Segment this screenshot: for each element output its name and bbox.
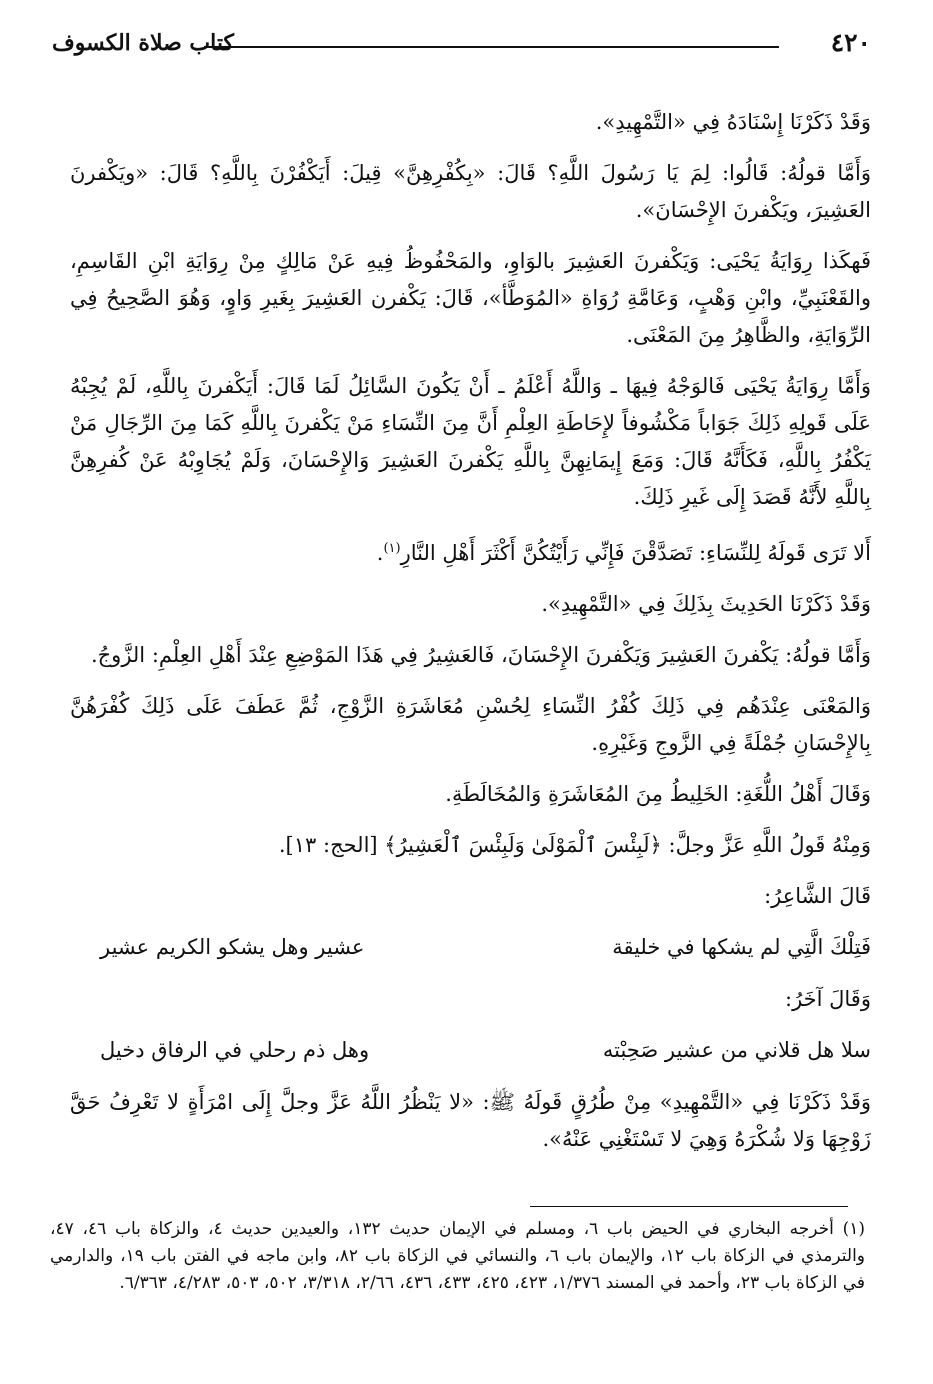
running-header [52, 28, 871, 64]
paragraph: وَأَمَّا رِوَايَةُ يَحْيَى فَالوَجْهُ فِيهَا ـ وَاللَّهُ أَعْلَمُ ـ أَنْ يَكُونَ السَّائِلُ لَمَا قَالَ: أَيَكْفرنَ بِاللَّهِ، لَمْ يُجِبْهُ عَلَى قَولِهِ ذَلِكَ جَوَاباً مَكْشُوفاً لإِحَاطَةِ العِلْمِ أَنَّ مِنَ النِّسَاءِ مَنْ يَكْفرنَ بِاللَّهِ كَمَا مِنَ الرِّجَالِ مَنْ يَكْفُرُ بِاللَّهِ، فَكَأَنَّهُ قَالَ: وَمَعَ إِيمَانِهِنَّ بِاللَّهِ يَكْفرنَ العَشِيرَ وَالإِحْسَانَ، وَلَمْ يُجَاوِبْهُ عَنْ كُفرِهِنَّ بِاللَّهِ لأَنَّهُ قَصَدَ إِلَى غَيرِ ذَلِكَ. [70, 374, 871, 509]
paragraph: وَأَمَّا قولُهُ: قَالُوا: لِمَ يَا رَسُولَ اللَّهِ؟ قَالَ: «بِكُفْرِهِنَّ» قِيلَ: أَيَكْفُرْنَ بِاللَّهِ؟ قَالَ: «ويَكْفرنَ العَشِيرَ، ويَكْفرنَ الإِحْسَانَ». [70, 161, 871, 222]
hadith-paragraph: أَلا تَرَى قَولَهُ لِلنِّسَاءِ: تَصَدَّقْنَ فَإِنِّي رَأَيْتُكُنَّ أَكْثَرَ أَهْلِ النَّارِ$^{(١)}$. [376, 541, 871, 565]
header-rule [204, 46, 779, 48]
paragraph: وَقَدْ ذَكَرْنَا إِسْنَادَهُ فِي «التَّمْهِيدِ». [595, 110, 871, 134]
paragraph: وَأَمَّا قولُهُ: يَكْفرنَ العَشِيرَ وَيَكْفرنَ الإِحْسَانَ، فَالعَشِيرُ فِي هَذَا المَوْضِعِ عِنْدَ أَهْلِ العِلْمِ: الزَّوجُ. [90, 643, 871, 667]
paragraph: وَقَالَ أَهْلُ اللُّغَةِ: الخَلِيطُ مِنَ المُعَاشَرَةِ وَالمُخَالَطَةِ. [445, 782, 871, 806]
first-hemistich: فَتِلْكَ الَّتِي لم يشكها في خليقة [612, 935, 871, 959]
paragraph: فَهكَذا رِوَايَةُ يَحْيَى: وَيَكْفرنَ العَشِيرَ بالوَاوِ، والمَحْفُوظُ فِيهِ عَنْ مَالِكٍ مِنْ رِوَايَةِ ابْنِ القَاسِمِ، والقَعْنَبِيِّ، وابْنِ وَهْبٍ، وَعَامَّةِ رُوَاةِ «المُوَطَّأ»، قَالَ: يَكْفرن العَشِيرَ بِغَيرِ وَاوٍ، وَهُوَ الصَّحِيحُ فِي الرِّوَايَةِ، والظَّاهِرُ مِنَ المَعْنَى. [70, 249, 871, 347]
hadith-text: أَلا تَرَى قَولَهُ لِلنِّسَاءِ: تَصَدَّقْنَ فَإِنِّي رَأَيْتُكُنَّ أَكْثَرَ أَهْلِ النَّارِ [400, 541, 871, 565]
first-hemistich: سلا هل قلاني من عشير صَحِبْته [602, 1038, 871, 1062]
quran-quote: وَمِنْهُ قَولُ اللَّهِ عَزَّ وجلَّ: ﴿لَبِئْسَ ٱلْمَوْلَىٰ وَلَبِئْسَ ٱلْعَشِيرُ﴾ [الحج: ١٣]. [278, 833, 871, 857]
second-hemistich: وهل ذم رحلي في الرفاق دخيل [100, 1038, 370, 1062]
poet-intro: وَقَالَ آخَرُ: [785, 987, 871, 1011]
footnote: (١) أخرجه البخاري في الحيض باب ٦، ومسلم في الإيمان حديث ١٣٢، والعيدين حديث ٤، والزكاة باب ٤٦، ٤٧، والترمذي في الزكاة باب ١٢، والإيمان باب ٦، والنسائي في الزكاة باب ٨٢، وابن ماجه في الفتن باب ١٩، والدارمي في الزكاة باب ٢٣، وأحمد في المسند ١/٣٧٦، ٤٢٣، ٤٢٥، ٤٣٣، ٤٣٦، ٢/٦٦، ٣/٣١٨، ٥٠٢، ٥٠٣، ٤/٢٨٣، ٦/٣٦٣. [50, 1219, 865, 1293]
page-number: ٤٢٠ [830, 28, 871, 57]
main-text [70, 104, 871, 1172]
chapter-title: كتاب صلاة الكسوف [52, 30, 234, 56]
footnote-marker: (١) [383, 541, 401, 556]
footnote-separator [530, 1206, 848, 1207]
poem-verse [70, 1032, 871, 1072]
second-hemistich: عشير وهل يشكو الكريم عشير [100, 935, 365, 959]
paragraph: وَقَدْ ذَكَرْنَا الحَدِيثَ بِذَلِكَ فِي «التَّمْهِيدِ». [541, 592, 871, 616]
poet-intro: قَالَ الشَّاعِرُ: [764, 884, 871, 908]
paragraph: وَالمَعْنَى عِنْدَهُم فِي ذَلِكَ كُفْرُ النِّسَاءِ لِحُسْنِ مُعَاشَرَةِ الزَّوْجِ، ثُمَّ عَطَفَ عَلَى ذَلِكَ كُفْرَهُنَّ بِالإِحْسَانِ جُمْلَةً فِي الزَّوجِ وَغَيْرِهِ. [70, 694, 871, 755]
paragraph: وَقَدْ ذَكَرْنَا فِي «التَّمْهِيدِ» مِنْ طُرُقٍ قَولَهُ ﷺ: «لا يَنْظُرُ اللَّهُ عَزَّ وجلَّ إِلَى امْرَأَةٍ لا تَعْرِفُ حَقَّ زَوْجِهَا وَلا شُكْرَهُ وَهِيَ لا تَسْتَغْنِي عَنْهُ». [70, 1090, 871, 1151]
poem-verse [70, 929, 871, 969]
